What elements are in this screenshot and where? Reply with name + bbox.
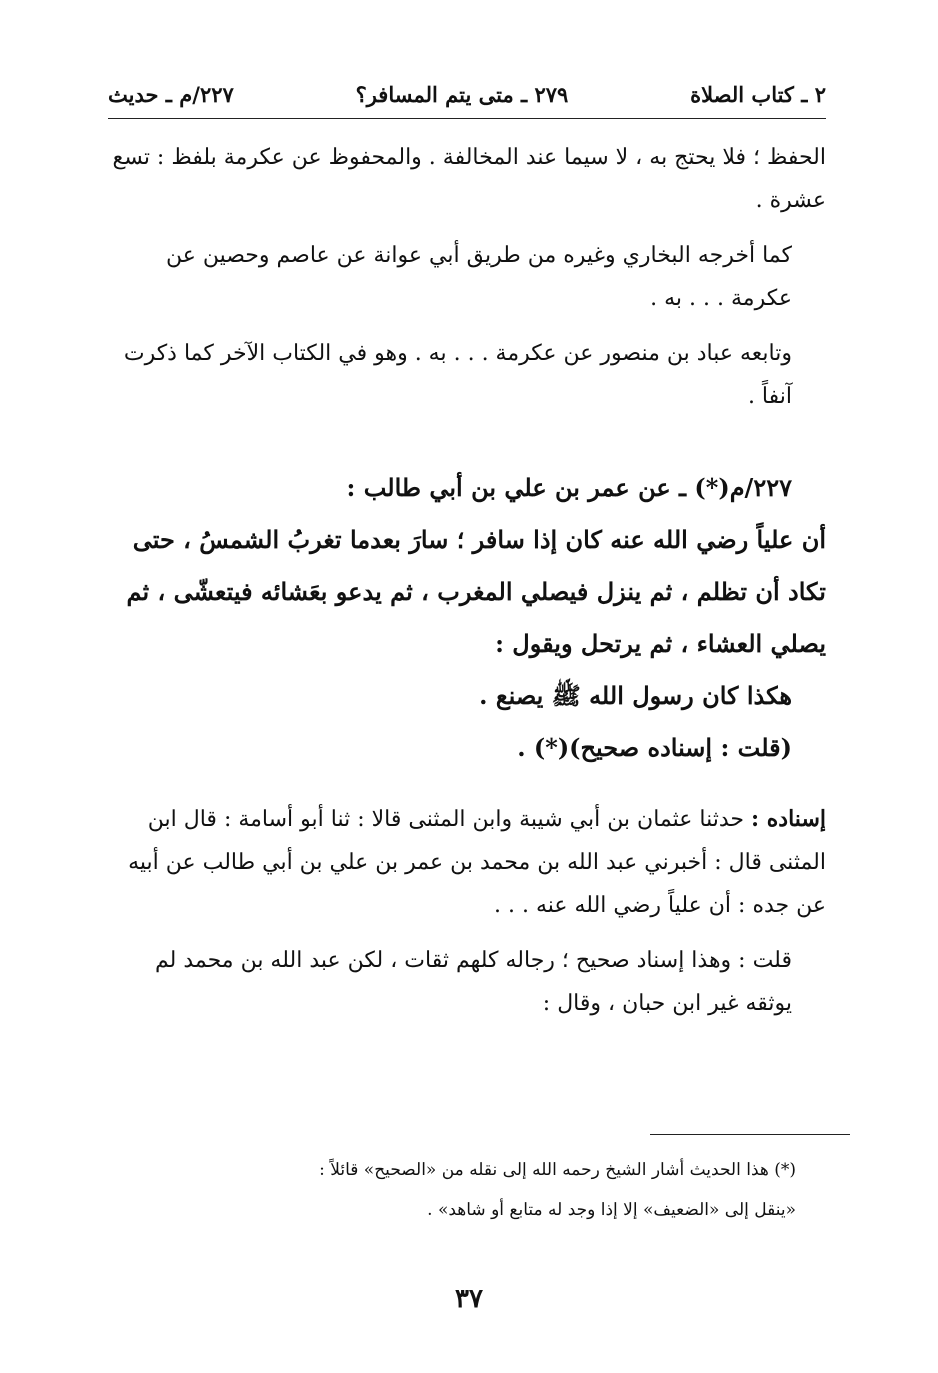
header-chapter-title: ٢٧٩ ـ متى يتم المسافر؟ bbox=[355, 81, 569, 107]
footnotes bbox=[110, 1150, 826, 1230]
isnad-text: حدثنا عثمان بن أبي شيبة وابن المثنى قالا : ثنا أبو أسامة : قال ابن المثنى قال : أخبرني عبد الله بن محمد بن عمر بن علي بن أبي طالب عن أبيه عن جده : أن علياً رضي الله عنه . . . bbox=[128, 807, 826, 918]
paragraph-3: وتابعه عباد بن منصور عن عكرمة . . . به . وهو في الكتاب الآخر كما ذكرت آنفاً . bbox=[123, 341, 792, 409]
paragraph-1: الحفظ ؛ فلا يحتج به ، لا سيما عند المخالفة . والمحفوظ عن عكرمة بلفظ : تسع عشرة . bbox=[112, 145, 826, 213]
running-header bbox=[108, 74, 826, 114]
page-number: ٣٧ bbox=[455, 1284, 483, 1314]
footnote-line-2: «ينقل إلى «الضعيف» إلا إذا وجد له متابع أو شاهد» . bbox=[427, 1200, 796, 1220]
isnad-label: إسناده : bbox=[751, 806, 826, 832]
hadith-grading: (قلت : إسناده صحيح)(*) . bbox=[517, 733, 792, 762]
footnote-line-1: (*) هذا الحديث أشار الشيخ رحمه الله إلى نقله من «الصحيح» قائلاً : bbox=[319, 1160, 796, 1180]
footnote-divider bbox=[650, 1134, 850, 1135]
hadith-text: أن علياً رضي الله عنه كان إذا سافر ؛ سارَ بعدما تغربُ الشمسُ ، حتى تكاد أن تظلم ، ثم ينزل فيصلي المغرب ، ثم يدعو بعَشائه فيتعشّى ، ثم يصلي العشاء ، ثم يرتحل ويقول : bbox=[126, 525, 826, 658]
isnad-paragraph bbox=[110, 798, 826, 927]
comment-paragraph: قلت : وهذا إسناد صحيح ؛ رجاله كلهم ثقات ، لكن عبد الله بن محمد لم يوثقه غير ابن حبان ، وقال : bbox=[154, 948, 792, 1016]
header-book-title: ٢ ـ كتاب الصلاة bbox=[690, 81, 826, 107]
hadith-saying: هكذا كان رسول الله ﷺ يصنع . bbox=[479, 681, 792, 710]
header-divider bbox=[108, 118, 826, 119]
hadith-heading: ٢٢٧/م(*) ـ عن عمر بن علي بن أبي طالب : bbox=[346, 473, 792, 502]
header-hadith-number: ٢٢٧/م ـ حديث bbox=[108, 81, 234, 107]
paragraph-2: كما أخرجه البخاري وغيره من طريق أبي عوانة عن عاصم وحصين عن عكرمة . . . به . bbox=[165, 243, 792, 311]
page-body bbox=[110, 136, 826, 1025]
